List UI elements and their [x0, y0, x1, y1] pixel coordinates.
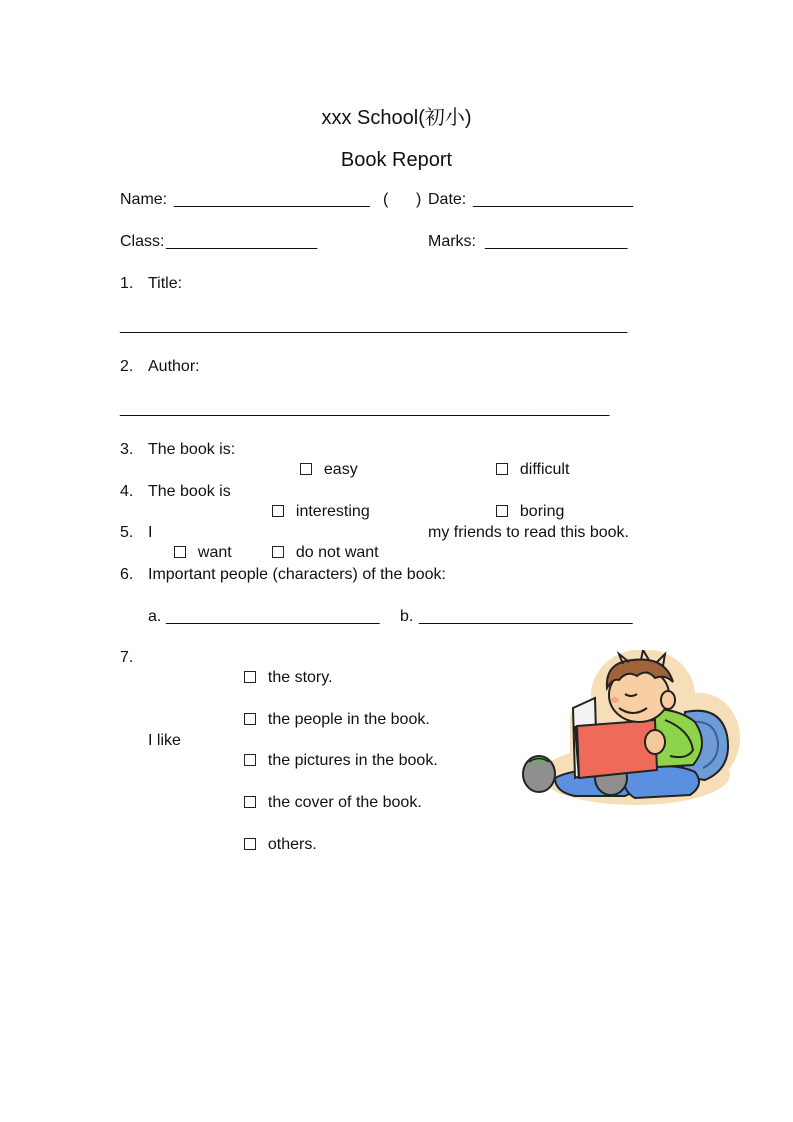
- q5-label: I: [148, 524, 153, 541]
- title-answer-line[interactable]: _________________________________________________________: [120, 317, 628, 334]
- character-a-label: a.: [148, 608, 162, 625]
- q7-number: 7.: [120, 649, 134, 666]
- story-checkbox[interactable]: [244, 671, 256, 683]
- q3-number: 3.: [120, 441, 134, 458]
- interesting-label: interesting: [295, 503, 370, 520]
- interesting-checkbox[interactable]: [272, 505, 284, 517]
- class-field[interactable]: _________________: [166, 233, 318, 250]
- school-name: xxx School(初小): [321, 107, 472, 129]
- do-not-want-label: do not want: [295, 544, 379, 561]
- q7-option-pictures[interactable]: [235, 731, 438, 771]
- q5-option-want[interactable]: [165, 523, 232, 563]
- difficult-checkbox[interactable]: [496, 463, 508, 475]
- people-checkbox[interactable]: [244, 713, 256, 725]
- q7-option-story[interactable]: [235, 648, 333, 688]
- date-label: Date:: [428, 191, 467, 208]
- q4-option-boring[interactable]: [487, 482, 564, 522]
- easy-checkbox[interactable]: [300, 463, 312, 475]
- marks-field[interactable]: ________________: [485, 233, 628, 250]
- others-checkbox[interactable]: [244, 838, 256, 850]
- author-answer-line[interactable]: _______________________________________________________: [120, 400, 610, 417]
- q5-number: 5.: [120, 524, 134, 541]
- character-b-label: b.: [400, 608, 414, 625]
- q4-number: 4.: [120, 483, 134, 500]
- q1-number: 1.: [120, 275, 134, 292]
- others-label: others.: [267, 836, 317, 853]
- q2-label: Author:: [148, 358, 200, 375]
- cover-checkbox[interactable]: [244, 796, 256, 808]
- q4-label: The book is: [148, 483, 231, 500]
- page-title: Book Report: [340, 149, 453, 171]
- pictures-label: the pictures in the book.: [267, 752, 438, 769]
- people-label: the people in the book.: [267, 711, 430, 728]
- q4-option-interesting[interactable]: [263, 482, 370, 522]
- q1-label: Title:: [148, 275, 183, 292]
- class-number-open-paren: (: [383, 191, 389, 208]
- want-checkbox[interactable]: [174, 546, 186, 558]
- easy-label: easy: [323, 461, 358, 478]
- boring-label: boring: [519, 503, 565, 520]
- q7-option-cover[interactable]: [235, 773, 422, 813]
- story-label: the story.: [267, 669, 333, 686]
- class-label: Class:: [120, 233, 165, 250]
- want-label: want: [197, 544, 232, 561]
- boy-reading-book-icon: [515, 650, 745, 810]
- class-number-close-paren: ): [416, 191, 422, 208]
- q5-tail-text: my friends to read this book.: [428, 524, 629, 541]
- q3-label: The book is:: [148, 441, 236, 458]
- q3-option-easy[interactable]: [291, 440, 358, 480]
- q7-option-people[interactable]: [235, 690, 430, 730]
- pictures-checkbox[interactable]: [244, 754, 256, 766]
- character-b-field[interactable]: ________________________: [419, 608, 633, 625]
- q6-number: 6.: [120, 566, 134, 583]
- date-field[interactable]: __________________: [473, 191, 634, 208]
- q7-option-others[interactable]: [235, 815, 317, 855]
- difficult-label: difficult: [519, 461, 570, 478]
- character-a-field[interactable]: ________________________: [166, 608, 380, 625]
- q3-option-difficult[interactable]: [487, 440, 569, 480]
- name-field[interactable]: ______________________: [174, 191, 370, 208]
- q6-label: Important people (characters) of the book:: [148, 566, 446, 583]
- q5-option-do-not-want[interactable]: [263, 523, 379, 563]
- cover-label: the cover of the book.: [267, 794, 422, 811]
- name-label: Name:: [120, 191, 168, 208]
- do-not-want-checkbox[interactable]: [272, 546, 284, 558]
- q2-number: 2.: [120, 358, 134, 375]
- boring-checkbox[interactable]: [496, 505, 508, 517]
- q7-lead-text: I like: [148, 732, 181, 749]
- marks-label: Marks:: [428, 233, 476, 250]
